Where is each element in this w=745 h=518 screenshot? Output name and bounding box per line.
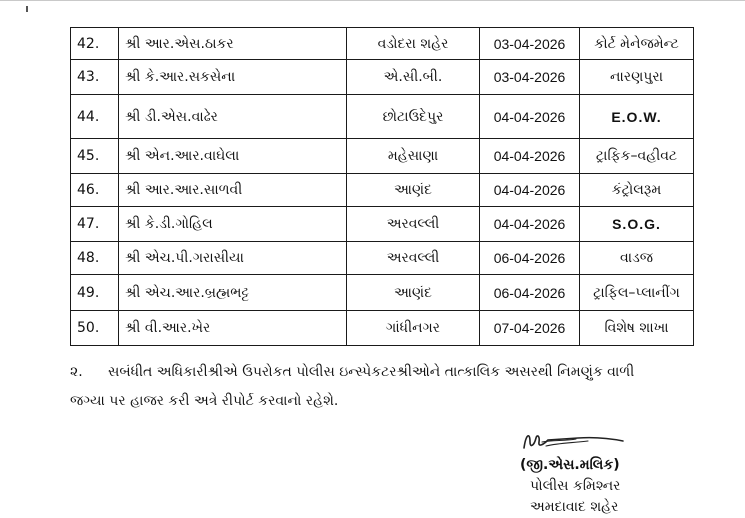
top-border-line — [0, 0, 745, 1]
order-date-cell: 04-04-2026 — [480, 174, 580, 207]
serial-number-cell: 43. — [71, 60, 119, 95]
table-row — [71, 174, 694, 207]
current-posting-cell: છોટાઉદેપુર — [347, 95, 480, 139]
order-date-cell: 04-04-2026 — [480, 207, 580, 242]
table-row — [71, 95, 694, 139]
order-date-cell: 03-04-2026 — [480, 60, 580, 95]
serial-number-cell: 46. — [71, 174, 119, 207]
table-row — [71, 139, 694, 174]
paragraph-text-1: સબંધીત અધિકારીશ્રીએ ઉપરોકત પોલીસ ઇન્સ્પેકટરશ્રીઓને તાત્કાલિક અસરથી નિમણુંક વાળી — [108, 364, 635, 380]
serial-number-cell: 42. — [71, 28, 119, 60]
current-posting-cell: ગાંધીનગર — [347, 311, 480, 346]
new-posting-cell: કોર્ટ મેનેજમેન્ટ — [580, 28, 694, 60]
new-posting-cell: નારણપુરા — [580, 60, 694, 95]
officer-name-cell: શ્રી આર.આર.સાળવી — [119, 174, 347, 207]
current-posting-cell: આણંદ — [347, 174, 480, 207]
officer-name-cell: શ્રી ડી.એસ.વાઢેર — [119, 95, 347, 139]
transfer-table — [70, 27, 694, 346]
current-posting-cell: અરવલ્લી — [347, 242, 480, 275]
order-date-cell: 06-04-2026 — [480, 242, 580, 275]
current-posting-cell: આણંદ — [347, 275, 480, 311]
new-posting-cell: વાડજ — [580, 242, 694, 275]
table-row — [71, 28, 694, 60]
current-posting-cell: અરવલ્લી — [347, 207, 480, 242]
serial-number-cell: 47. — [71, 207, 119, 242]
serial-number-cell: 44. — [71, 95, 119, 139]
office-name: અમદાવાદ શહેર — [530, 499, 619, 515]
paragraph-number: ૨. — [70, 364, 83, 380]
order-date-cell: 03-04-2026 — [480, 28, 580, 60]
serial-number-cell: 49. — [71, 275, 119, 311]
table-row — [71, 242, 694, 275]
order-date-cell: 04-04-2026 — [480, 139, 580, 174]
order-date-cell: 04-04-2026 — [480, 95, 580, 139]
paragraph-line-2: જગ્યા પર હાજર કરી અત્રે રીપોર્ટ કરવાનો રહેશે. — [70, 393, 339, 409]
officer-name-cell: શ્રી એચ.પી.ગરાસીયા — [119, 242, 347, 275]
serial-number-cell: 48. — [71, 242, 119, 275]
current-posting-cell: વડોદરા શહેર — [347, 28, 480, 60]
order-date-cell: 07-04-2026 — [480, 311, 580, 346]
instruction-paragraph — [70, 358, 690, 416]
officer-name-cell: શ્રી વી.આર.ખેર — [119, 311, 347, 346]
table-row — [71, 275, 694, 311]
officer-designation: પોલીસ કમિશ્નર — [530, 478, 621, 494]
table-row — [71, 60, 694, 95]
new-posting-cell: S.O.G. — [580, 207, 694, 242]
signature-block — [520, 455, 680, 518]
new-posting-cell: વિશેષ શાખા — [580, 311, 694, 346]
officer-name-cell: શ્રી એચ.આર.બ્રહ્મભટ્ટ — [119, 275, 347, 311]
table-row — [71, 311, 694, 346]
new-posting-cell: ટ્રાફિલ–પ્લાનીંગ — [580, 275, 694, 311]
new-posting-cell: કંટ્રોલરૂમ — [580, 174, 694, 207]
new-posting-cell: ટ્રાફિક–વહીવટ — [580, 139, 694, 174]
officer-name-cell: શ્રી કે.આર.સકસેના — [119, 60, 347, 95]
officer-name-cell: શ્રી આર.એસ.ઠાકર — [119, 28, 347, 60]
table-row — [71, 207, 694, 242]
transfer-table-body — [71, 28, 694, 346]
paragraph-line-1 — [70, 358, 690, 387]
serial-number-cell: 45. — [71, 139, 119, 174]
new-posting-cell: E.O.W. — [580, 95, 694, 139]
current-posting-cell: મહેસાણા — [347, 139, 480, 174]
handwritten-signature — [518, 428, 648, 454]
officer-name-cell: શ્રી એન.આર.વાઘેલા — [119, 139, 347, 174]
current-posting-cell: એ.સી.બી. — [347, 60, 480, 95]
officer-name-cell: શ્રી કે.ડી.ગોહિલ — [119, 207, 347, 242]
serial-number-cell: 50. — [71, 311, 119, 346]
officer-name: (જી.એસ.મલિક) — [520, 457, 620, 473]
scan-mark — [26, 6, 28, 12]
order-date-cell: 06-04-2026 — [480, 275, 580, 311]
